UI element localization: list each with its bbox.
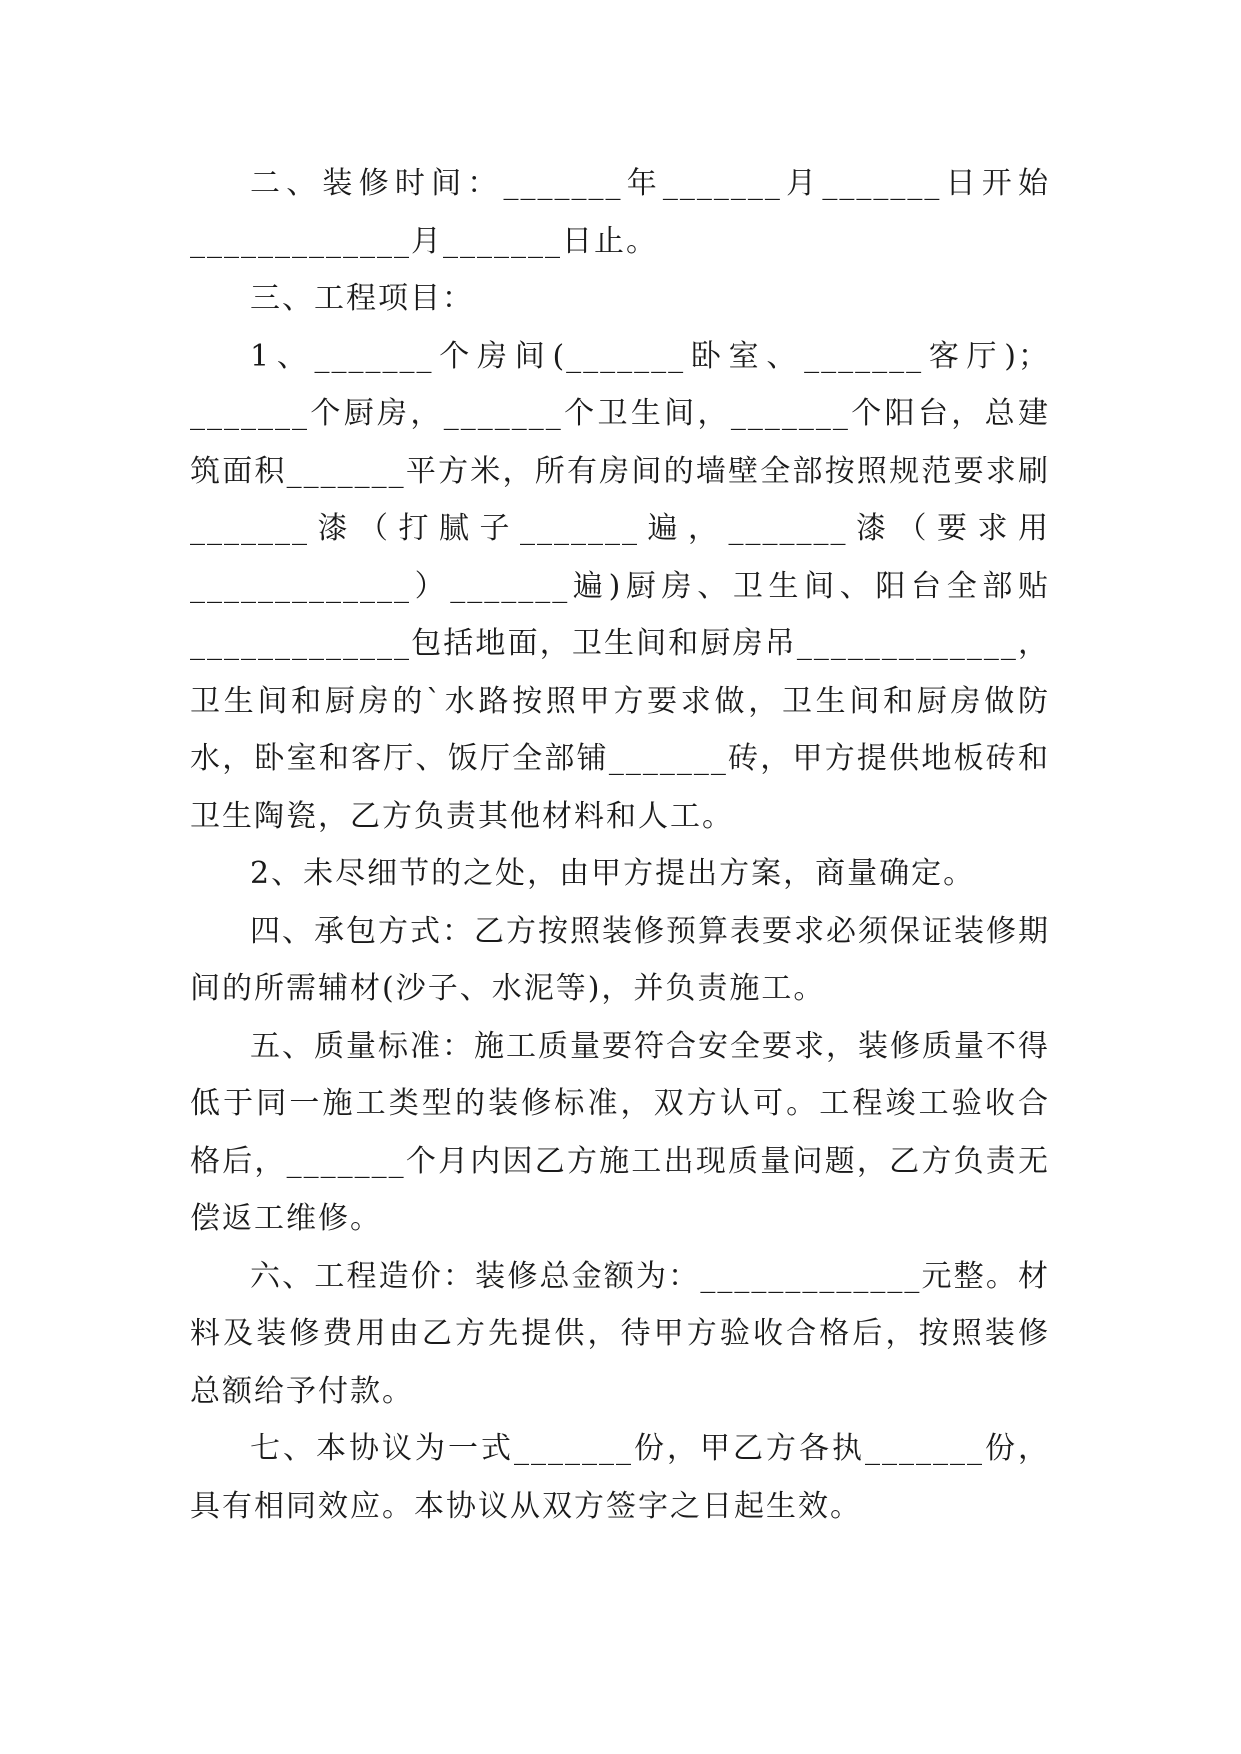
paragraph-renovation-time: 二、装修时间：_______年_______月_______日开始_____________月_______日止。 — [190, 166, 1050, 259]
paragraph-project-item-1: 1、_______个房间(_______卧室、_______客厅)；_______个厨房，_______个卫生间，_______个阳台，总建筑面积_______平方米，所有房间的墙壁全部按照规范要求刷_______漆（打腻子_______遍，_______漆（要求用_____________）_______遍)厨房、卫生间、阳台全部贴_____________包括地面，卫生间和厨房吊_____________，卫生间和厨房的`水路按照甲方要求做，卫生间和厨房做防水，卧室和客厅、饭厅全部铺_______砖，甲方提供地板砖和卫生陶瓷，乙方负责其他材料和人工。 — [190, 338, 1050, 834]
paragraph-contract-method: 四、承包方式：乙方按照装修预算表要求必须保证装修期间的所需辅材(沙子、水泥等)，并负责施工。 — [190, 913, 1050, 1006]
paragraph-agreement-copies: 七、本协议为一式_______份，甲乙方各执_______份，具有相同效应。本协议从双方签字之日起生效。 — [190, 1431, 1050, 1524]
paragraph-project-cost: 六、工程造价：装修总金额为：_____________元整。材料及装修费用由乙方先提供，待甲方验收合格后，按照装修总额给予付款。 — [190, 1258, 1050, 1409]
paragraph-project-items-heading: 三、工程项目： — [250, 281, 474, 316]
paragraph-quality-standard: 五、质量标准：施工质量要符合安全要求，装修质量不得低于同一施工类型的装修标准，双方认可。工程竣工验收合格后，_______个月内因乙方施工出现质量问题，乙方负责无偿返工维修。 — [190, 1028, 1050, 1236]
document-body — [190, 155, 1050, 1535]
paragraph-project-item-2: 2、未尽细节的之处，由甲方提出方案，商量确定。 — [250, 856, 976, 891]
